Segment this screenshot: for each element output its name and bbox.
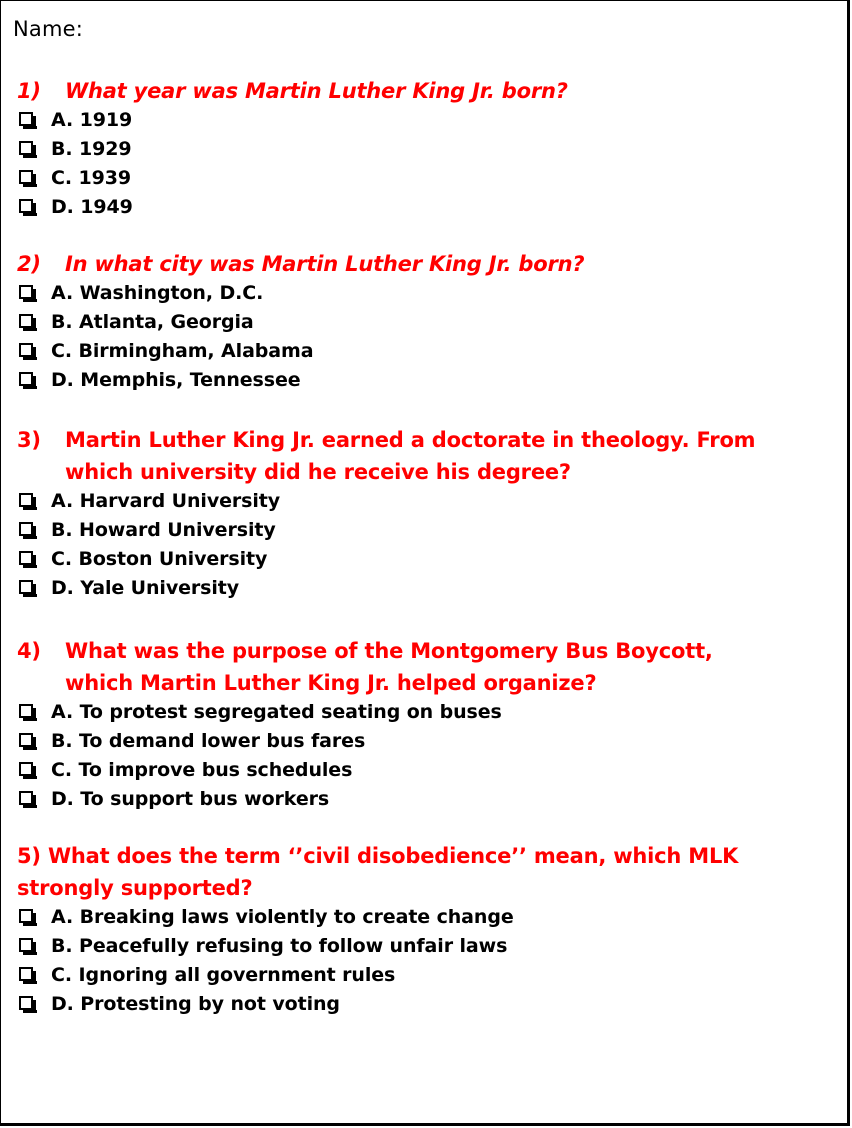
checkbox-icon[interactable] — [19, 580, 33, 594]
options-list — [19, 902, 514, 1018]
checkbox-icon[interactable] — [19, 704, 33, 718]
question-2 — [17, 248, 584, 280]
option-label: B. 1929 — [51, 137, 132, 160]
option-label: C. Boston University — [51, 547, 268, 570]
option-5b[interactable] — [19, 931, 514, 960]
question-4 — [17, 635, 777, 699]
question-text: What year was Martin Luther King Jr. born? — [65, 79, 568, 103]
option-label: B. Peacefully refusing to follow unfair laws — [51, 934, 508, 957]
option-label: B. Howard University — [51, 518, 276, 541]
checkbox-icon[interactable] — [19, 314, 33, 328]
option-3b[interactable] — [19, 515, 280, 544]
checkbox-icon[interactable] — [19, 199, 33, 213]
checkbox-icon[interactable] — [19, 141, 33, 155]
checkbox-icon[interactable] — [19, 493, 33, 507]
option-5d[interactable] — [19, 989, 514, 1018]
checkbox-icon[interactable] — [19, 762, 33, 776]
option-3a[interactable] — [19, 486, 280, 515]
question-text: Martin Luther King Jr. earned a doctorate in theology. From which university did he receive his degree? — [65, 428, 756, 484]
question-5 — [17, 840, 817, 904]
option-label: D. 1949 — [51, 195, 133, 218]
question-number: 5) — [17, 844, 41, 868]
option-1c[interactable] — [19, 163, 133, 192]
option-2c[interactable] — [19, 336, 313, 365]
question-number: 3) — [17, 428, 41, 452]
option-4c[interactable] — [19, 755, 502, 784]
option-label: C. Birmingham, Alabama — [51, 339, 314, 362]
option-label: D. Memphis, Tennessee — [51, 368, 301, 391]
checkbox-icon[interactable] — [19, 967, 33, 981]
option-2a[interactable] — [19, 278, 313, 307]
option-label: D. Yale University — [51, 576, 240, 599]
option-4b[interactable] — [19, 726, 502, 755]
checkbox-icon[interactable] — [19, 996, 33, 1010]
checkbox-icon[interactable] — [19, 909, 33, 923]
option-label: C. To improve bus schedules — [51, 758, 353, 781]
question-text: What was the purpose of the Montgomery Bus Boycott, which Martin Luther King Jr. helped organize? — [65, 639, 713, 695]
option-label: C. Ignoring all government rules — [51, 963, 396, 986]
option-5a[interactable] — [19, 902, 514, 931]
option-label: A. To protest segregated seating on buses — [51, 700, 502, 723]
option-3c[interactable] — [19, 544, 280, 573]
option-label: B. Atlanta, Georgia — [51, 310, 254, 333]
option-4a[interactable] — [19, 697, 502, 726]
option-label: A. Harvard University — [51, 489, 281, 512]
option-3d[interactable] — [19, 573, 280, 602]
checkbox-icon[interactable] — [19, 522, 33, 536]
checkbox-icon[interactable] — [19, 170, 33, 184]
question-number: 1) — [17, 79, 41, 103]
option-label: D. To support bus workers — [51, 787, 330, 810]
checkbox-icon[interactable] — [19, 112, 33, 126]
option-2d[interactable] — [19, 365, 313, 394]
option-label: B. To demand lower bus fares — [51, 729, 366, 752]
option-label: A. Washington, D.C. — [51, 281, 264, 304]
question-text: What does the term ‘’civil disobedience’’ mean, which MLK strongly supported? — [17, 844, 739, 900]
question-3 — [17, 424, 807, 488]
options-list — [19, 697, 502, 813]
checkbox-icon[interactable] — [19, 343, 33, 357]
question-number: 4) — [17, 639, 41, 663]
option-label: A. Breaking laws violently to create change — [51, 905, 514, 928]
option-1a[interactable] — [19, 105, 133, 134]
question-number: 2) — [17, 252, 41, 276]
option-2b[interactable] — [19, 307, 313, 336]
option-4d[interactable] — [19, 784, 502, 813]
checkbox-icon[interactable] — [19, 733, 33, 747]
checkbox-icon[interactable] — [19, 285, 33, 299]
option-label: A. 1919 — [51, 108, 133, 131]
option-5c[interactable] — [19, 960, 514, 989]
options-list — [19, 105, 133, 221]
checkbox-icon[interactable] — [19, 372, 33, 386]
question-text: In what city was Martin Luther King Jr. born? — [65, 252, 585, 276]
options-list — [19, 486, 280, 602]
checkbox-icon[interactable] — [19, 938, 33, 952]
option-label: D. Protesting by not voting — [51, 992, 340, 1015]
option-label: C. 1939 — [51, 166, 131, 189]
option-1d[interactable] — [19, 192, 133, 221]
options-list — [19, 278, 313, 394]
option-1b[interactable] — [19, 134, 133, 163]
checkbox-icon[interactable] — [19, 791, 33, 805]
checkbox-icon[interactable] — [19, 551, 33, 565]
name-label: Name: — [13, 17, 84, 41]
question-1 — [17, 75, 568, 107]
